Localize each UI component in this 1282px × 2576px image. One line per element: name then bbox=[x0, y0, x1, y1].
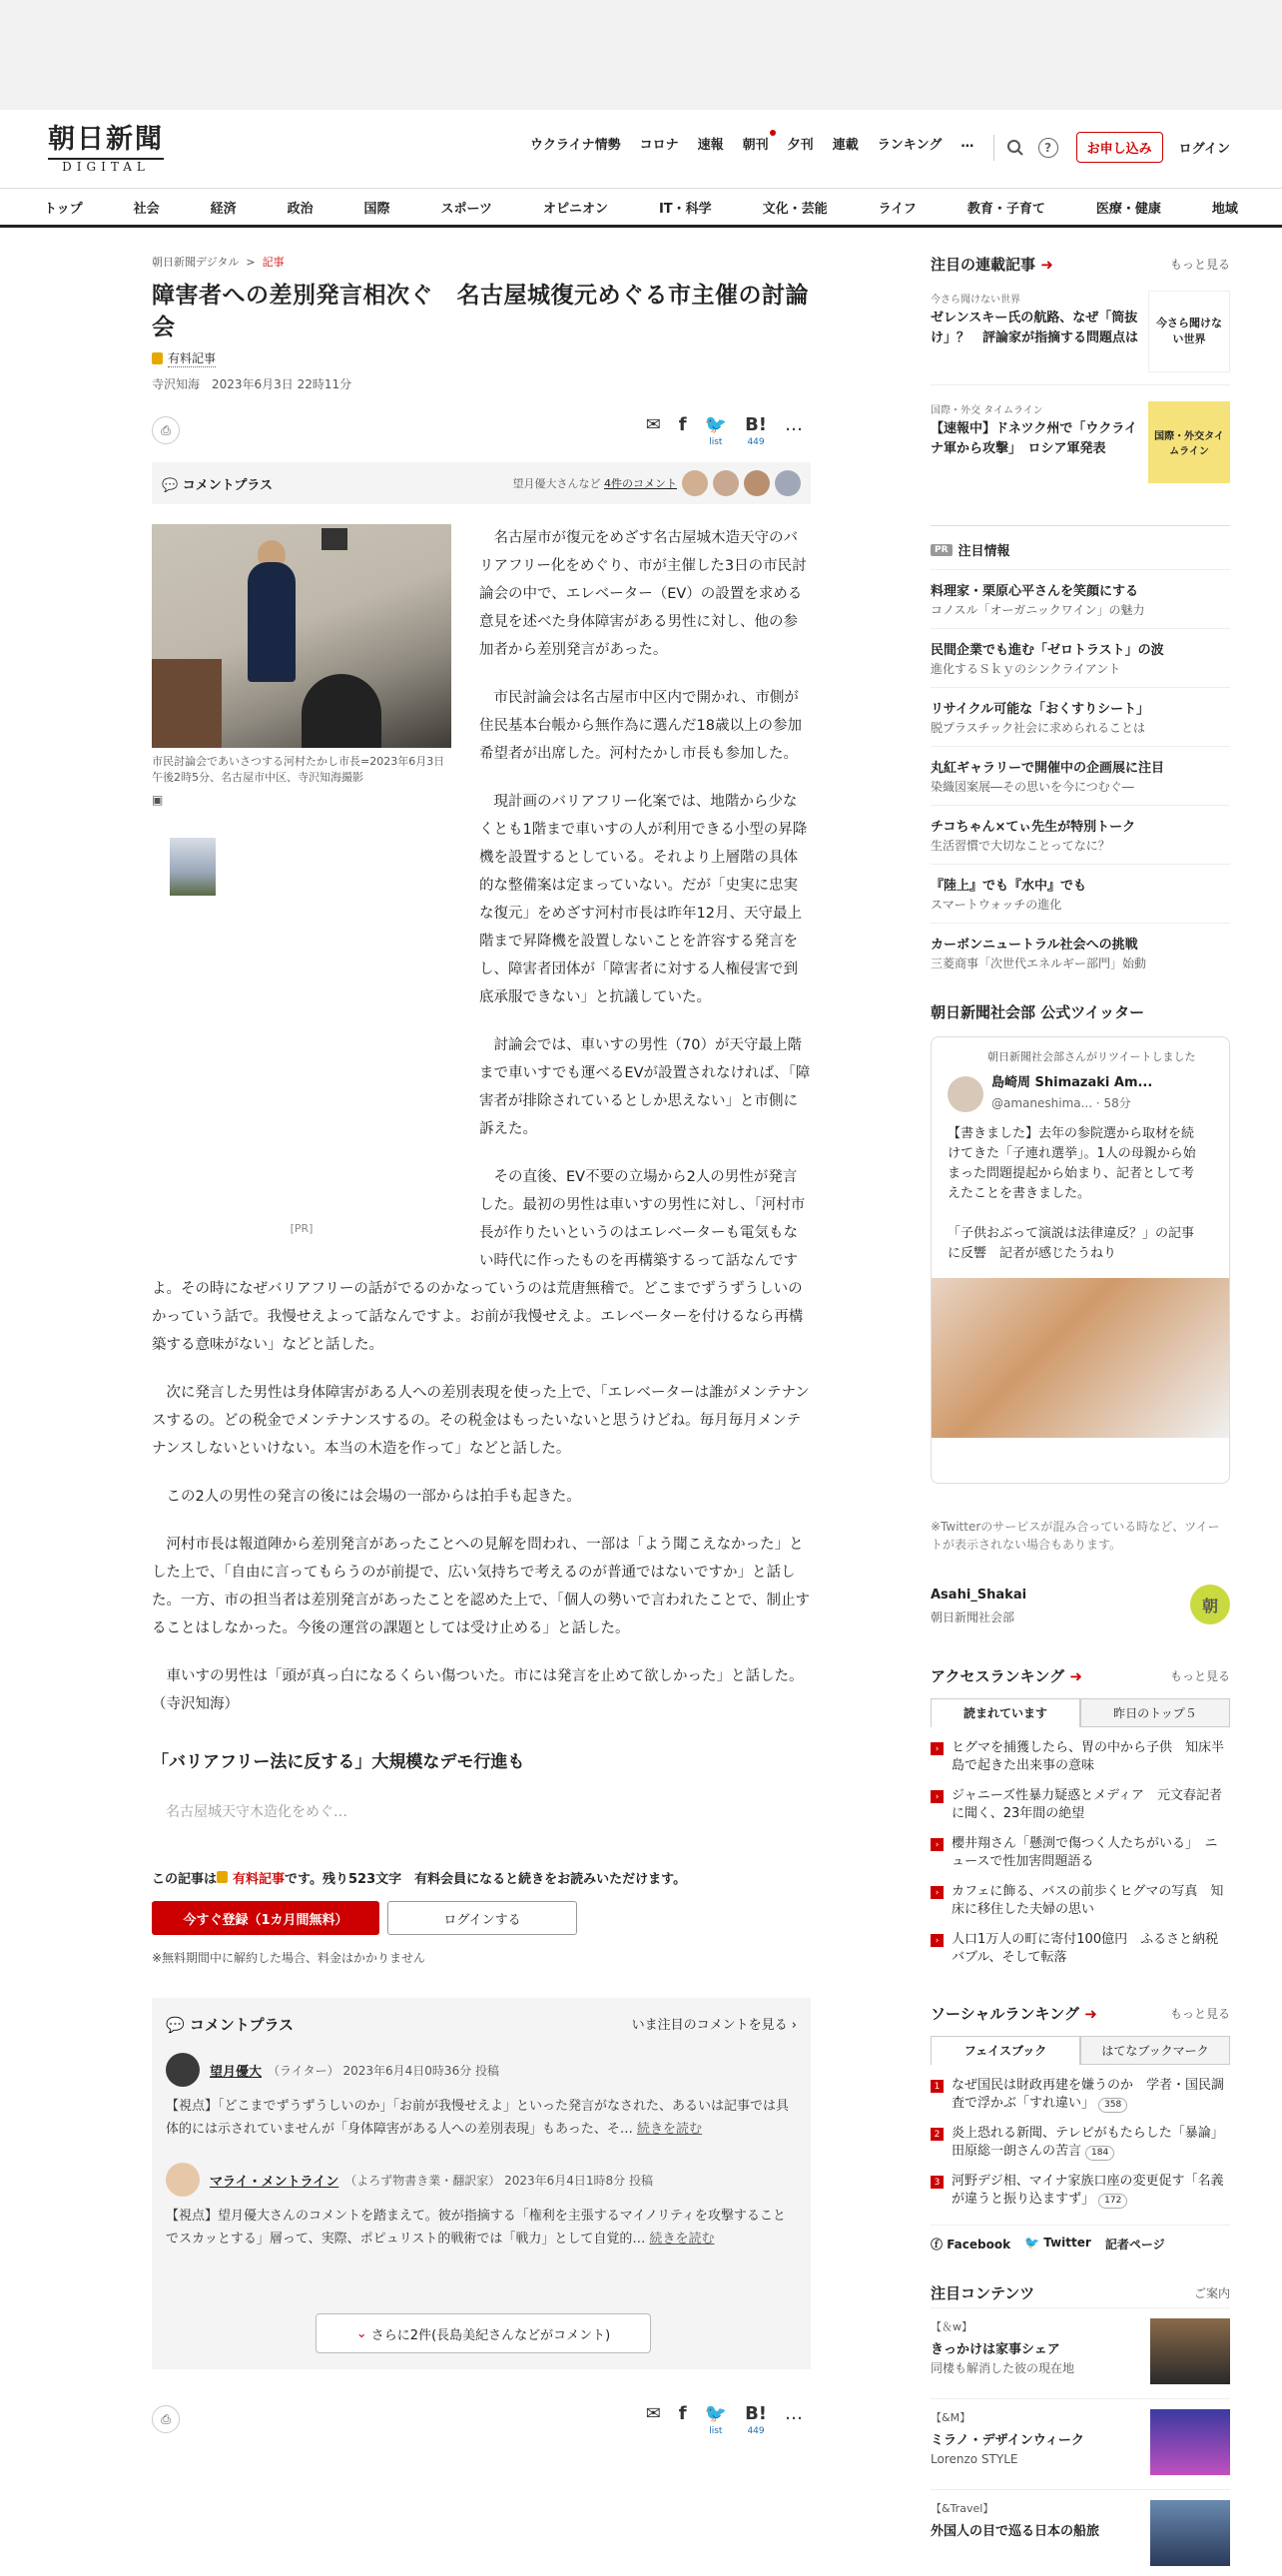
notice-item[interactable]: 『陸上』でも『水中』でも スマートウォッチの進化 bbox=[931, 864, 1230, 923]
reporter-page-link[interactable]: 記者ページ bbox=[1104, 2238, 1165, 2252]
content-item[interactable]: 【&Travel】 外国人の目で巡る日本の船旅 bbox=[931, 2489, 1230, 2576]
gnav-opinion[interactable]: オピニオン bbox=[542, 201, 608, 217]
social-ranking: ソーシャルランキング ➜ もっと見る フェイスブック はてなブックマーク 1 なぜ国民は財政再建を嫌うのか 学者・国民調査で浮かぶ「すれ違い」 358 2 炎上恐れる新聞、テレビがもたらした「暴論」 田原総一朗さんの苦言 184 3 河野デジ相、マイナ家族口座の変更促す「名義が違うと振り込ますず」 172 ⓕ Facebook 🐦 Twitter 記者ページ bbox=[931, 2005, 1231, 2252]
comment-lead: 望月優大さんなど bbox=[512, 477, 601, 490]
gnav-medical[interactable]: 医療・健康 bbox=[1095, 201, 1161, 217]
featured-item[interactable]: 国際・外交 タイムライン 【速報中】ドネツク州で「ウクライナ軍から攻撃」 ロシア軍発表 国際・外交タイムライン bbox=[931, 401, 1230, 495]
comment-plus-section bbox=[152, 1998, 811, 2369]
paragraph: 名古屋市が復元をめざす名古屋城木造天守のバリアフリー化をめぐり、市が主催した3日の市民討論会の中で、エレベーター（EV）の設置を求める意見を述べた身体障害がある男性に対し、他の参加者から差別発言があった。 bbox=[479, 530, 807, 658]
avatar bbox=[775, 470, 801, 496]
notice-list bbox=[931, 569, 1230, 981]
notice-header: PR 注目情報 bbox=[931, 525, 1230, 559]
tab-hatena[interactable]: はてなブックマーク bbox=[1080, 2036, 1230, 2065]
login-link[interactable]: ログイン bbox=[1178, 142, 1230, 157]
ranking-item[interactable]: › カフェに飾る、バスの前歩くヒグマの写真 知床に移住した夫婦の思い bbox=[931, 1883, 1230, 1919]
content-item[interactable]: 【&M】 ミラノ・デザインウィーク Lorenzo STYLE bbox=[931, 2398, 1230, 2485]
print-icon[interactable]: ⎙ bbox=[152, 416, 180, 444]
ranking-item[interactable]: › ヒグマを捕獲したら、胃の中から子供 知床半島で起きた出来事の意味 bbox=[931, 1739, 1230, 1775]
nav-morning[interactable]: 朝刊 bbox=[743, 134, 769, 153]
gnav-education[interactable]: 教育・子育て bbox=[966, 201, 1045, 217]
see-comments-link[interactable]: いま注目のコメントを見る › bbox=[631, 2018, 797, 2033]
comment-count[interactable]: 4件のコメント bbox=[604, 477, 677, 490]
avatar bbox=[713, 470, 739, 496]
paragraph: 討論会では、車いすの男性（70）が天守最上階まで車いすでも運べるEVが設置されなければ、「障害者が排除されているとしか思えない」と市側に訴えた。 bbox=[479, 1037, 811, 1137]
avatar bbox=[948, 1076, 983, 1112]
register-button[interactable]: 今すぐ登録（1カ月間無料） bbox=[152, 1901, 379, 1935]
featured-more[interactable]: もっと見る bbox=[1169, 258, 1230, 272]
gnav-top[interactable]: トップ bbox=[44, 201, 83, 217]
content-thumbnail bbox=[1150, 2500, 1230, 2566]
ranking-item[interactable]: › ジャニーズ性暴力疑惑とメディア 元文春記者に聞く、23年間の絶望 bbox=[931, 1787, 1230, 1823]
pr-label: [PR] bbox=[290, 1222, 314, 1235]
paragraph: 次に発言した男性は身体障害がある人への差別表現を使った上で、「エレベーターは誰がメンテナンスするの。どの税金でメンテナンスするの。その税金はもったいないと思うけどね。毎月毎月メンテナンスしないといけない。本当の木造を作って」などと話した。 bbox=[152, 1385, 810, 1457]
notice-item[interactable]: 料理家・栗原心平さんを笑顔にする コノスル「オーガニックワイン」の魅力 bbox=[931, 569, 1230, 628]
paragraph: 現計画のバリアフリー化案では、地階から少なくとも1階まで車いすの人が利用できる小型の昇降機を設置するとしている。それより上層階の具体的な整備案は定まっていない。だが「史実に忠実な復元」をめざす河村市長は昨年12月、天守最上階まで昇降機を設置しないことを許容する発言をし、障害者団体が「障害者に対する人権侵害で到底承服できない」と抗議していた。 bbox=[479, 794, 808, 1005]
genre-nav bbox=[0, 188, 1282, 228]
divider bbox=[993, 135, 994, 161]
twitter-share[interactable]: 🐦 list bbox=[704, 413, 728, 447]
paywall-note: ※無料期間中に解約した場合、料金はかかりません bbox=[152, 1951, 426, 1965]
tweet-image[interactable] bbox=[932, 1278, 1229, 1438]
ranking-item[interactable]: 2 炎上恐れる新聞、テレビがもたらした「暴論」 田原総一朗さんの苦言 184 bbox=[931, 2125, 1230, 2161]
comment-plus-label: 💬 コメントプラス bbox=[162, 477, 273, 493]
gnav-it-science[interactable]: IT・科学 bbox=[658, 201, 712, 217]
nav-evening[interactable]: 夕刊 bbox=[787, 138, 814, 153]
notice-item[interactable]: カーボンニュートラル社会への挑戦 三菱商事「次世代エネルギー部門」始動 bbox=[931, 923, 1230, 981]
ranking-item[interactable]: 3 河野デジ相、マイナ家族口座の変更促す「名義が違うと振り込ますず」 172 bbox=[931, 2173, 1230, 2209]
twitter-note: ※Twitterのサービスが混み合っている時など、ツイートが表示されない場合もあります。 bbox=[931, 1520, 1220, 1552]
gnav-economy[interactable]: 経済 bbox=[210, 201, 237, 217]
content-item[interactable]: 【＆w】 きっかけは家事シェア 同棲も解消した彼の現在地 bbox=[931, 2307, 1230, 2394]
notice-item[interactable]: リサイクル可能な「おくすりシート」 脱プラスチック社会に求められることは bbox=[931, 687, 1230, 746]
commenter-name[interactable]: 望月優大 bbox=[210, 2064, 263, 2080]
mail-icon[interactable]: ✉ bbox=[645, 2402, 661, 2424]
featured-contents: 注目コンテンツ ご案内 【＆w】 きっかけは家事シェア 同棲も解消した彼の現在地 【&M】 ミラノ・デザインウィーク Lorenzo STYLE 【&Travel】 外国人の目で巡る日本の船旅 bbox=[931, 2282, 1230, 2576]
logo[interactable]: 朝日新聞 DIGITAL bbox=[48, 124, 164, 174]
avatar bbox=[166, 2053, 200, 2087]
login-button[interactable]: ログインする bbox=[387, 1901, 577, 1935]
subheading: 「バリアフリー法に反する」大規模なデモ行進も bbox=[152, 1752, 525, 1772]
notice-item[interactable]: チコちゃん×てぃ先生が特別トーク 生活習慣で大切なことってなに？ bbox=[931, 805, 1230, 864]
gnav-sports[interactable]: スポーツ bbox=[440, 201, 493, 217]
comment: マライ・メントライン （よろず物書き業・翻訳家） 2023年6月4日1時8分 投稿 【視点】望月優大さんのコメントを踏まえて。彼が指摘する「権利を主張するマイノリティを攻撃することでスカッとする」層って、実際、ポピュリスト的戦術では「戦力」として自覚的… 続きを読む bbox=[166, 2163, 797, 2251]
article-title: 障害者への差別発言相次ぐ 名古屋城復元めぐる市主催の討論会 bbox=[152, 283, 809, 340]
twitter-icon: 🐦 bbox=[704, 413, 728, 435]
chevron-down-icon: ⌄ bbox=[355, 2325, 371, 2341]
paywall bbox=[152, 1868, 811, 1966]
lock-icon bbox=[152, 352, 163, 364]
gnav-society[interactable]: 社会 bbox=[133, 201, 160, 217]
main-photo[interactable] bbox=[152, 524, 451, 748]
paragraph: 車いすの男性は「頭が真っ白になるくらい傷ついた。市には発言を止めて欲しかった」と話した。（寺沢知海） bbox=[152, 1668, 804, 1712]
top-ad-banner bbox=[0, 0, 1282, 110]
tab-facebook[interactable]: フェイスブック bbox=[931, 2036, 1080, 2065]
featured-thumbnail: 今さら聞けない世界 bbox=[1148, 291, 1230, 372]
tab-most-read[interactable]: 読まれています bbox=[931, 1698, 1080, 1727]
mail-icon[interactable]: ✉ bbox=[645, 413, 661, 435]
gnav-culture[interactable]: 文化・芸能 bbox=[762, 201, 828, 217]
print-icon[interactable]: ⎙ bbox=[152, 2405, 180, 2433]
more-share-icon[interactable]: … bbox=[785, 2402, 803, 2424]
hatena-icon: B! bbox=[745, 413, 767, 435]
help-icon[interactable]: ? bbox=[1038, 138, 1058, 158]
paragraph: この2人の男性の発言の後には会場の一部からは拍手も起きた。 bbox=[166, 1489, 581, 1505]
subscribe-button[interactable]: お申し込み bbox=[1076, 132, 1163, 163]
breadcrumb-current[interactable]: 記事 bbox=[262, 256, 285, 269]
gnav-politics[interactable]: 政治 bbox=[287, 201, 314, 217]
content-thumbnail bbox=[1150, 2318, 1230, 2384]
notice-item[interactable]: 民間企業でも進む「ゼロトラスト」の波 進化するＳｋｙのシンクライアント bbox=[931, 628, 1230, 687]
nav-breaking[interactable]: 速報 bbox=[697, 138, 724, 153]
paragraph: その直後、EV不要の立場から2人の男性が発言した。最初の男性は車いすの男性に対し、「河村市長が作りたいというのはエレベーターも電気もない時代に作ったものを再構築するって話なんですよ。その時になぜバリアフリーの話がでるのかなっていうのは荒唐無稽で。どこまでずうずうしいのかっていう話で。我慢せえよって話なんですよ。お前が我慢せえよ。エレベーターを付けるなら再構築する意味がない」などと話した。 bbox=[152, 1169, 806, 1353]
more-icon[interactable]: … bbox=[961, 136, 974, 151]
main-column bbox=[152, 254, 811, 2439]
more-share-icon[interactable]: … bbox=[785, 413, 803, 435]
hatena-share[interactable]: B! 449 bbox=[745, 413, 767, 447]
featured-item[interactable]: 今さら聞けない世界 ゼレンスキー氏の航路、なぜ「筒抜け」？ 評論家が指摘する問題点は 今さら聞けない世界 bbox=[931, 291, 1230, 385]
gnav-life[interactable]: ライフ bbox=[878, 201, 917, 217]
ranking-item[interactable]: › 櫻井翔さん「懸渕で傷つく人たちがいる」 ニュースで性加害問題語る bbox=[931, 1835, 1230, 1871]
twitter-share[interactable]: 🐦 list bbox=[704, 2402, 728, 2436]
paid-badge[interactable]: 有料記事 bbox=[152, 349, 811, 367]
featured-thumbnail: 国際・外交タイムライン bbox=[1148, 401, 1230, 483]
site-header bbox=[0, 110, 1282, 188]
gnav-region[interactable]: 地域 bbox=[1211, 201, 1238, 217]
share-bar-bottom bbox=[152, 2399, 811, 2439]
hatena-share[interactable]: B! 449 bbox=[745, 2402, 767, 2436]
hatena-icon: B! bbox=[745, 2402, 767, 2424]
commenter-name[interactable]: マライ・メントライン bbox=[210, 2174, 339, 2190]
social-more[interactable]: もっと見る bbox=[1169, 2007, 1230, 2021]
twitter-link[interactable]: 🐦 Twitter bbox=[1024, 2236, 1091, 2250]
paragraph: 河村市長は報道陣から差別発言があったことへの見解を問われ、一部は「よう聞こえなかった」とした上で、「自由に言ってもらうのが前提で、広い気持ちで考えるのが普通ではないですか」と話した。一方、市の担当者は差別発言があったことを認めた上で、「個人の勢いで言われたことで、制止することはしなかった。今後の運営の課題としては受け止める」と話した。 bbox=[152, 1537, 811, 1636]
twitter-account[interactable]: Asahi_Shakai 朝日新聞社会部 朝 bbox=[931, 1584, 1230, 1625]
avatar bbox=[744, 470, 770, 496]
new-dot bbox=[770, 130, 776, 136]
photo-thumbnail[interactable] bbox=[170, 838, 216, 896]
ranking-item[interactable]: 1 なぜ国民は財政再建を嫌うのか 学者・国民調査で浮かぶ「すれ違い」 358 bbox=[931, 2077, 1230, 2113]
nav-series[interactable]: 連載 bbox=[832, 138, 859, 153]
featured-title: 注目の連載記事 ➜ bbox=[931, 256, 1053, 274]
article-body bbox=[152, 524, 811, 1826]
gnav-international[interactable]: 国際 bbox=[363, 201, 390, 217]
content-thumbnail bbox=[1150, 2409, 1230, 2475]
top-nav bbox=[530, 134, 992, 153]
asahi-badge: 朝 bbox=[1190, 1585, 1230, 1624]
twitter-section-title: 朝日新聞社会部 公式ツイッター bbox=[931, 1003, 1145, 1021]
contents-guide[interactable]: ご案内 bbox=[1193, 2286, 1230, 2300]
photo-caption: 市民討論会であいさつする河村たかし市長=2023年6月3日午後2時5分、名古屋市中区、寺沢知海撮影 bbox=[152, 755, 445, 784]
avatar bbox=[166, 2163, 200, 2197]
access-ranking: アクセスランキング ➜ もっと見る 読まれています 昨日のトップ５ › ヒグマを捕獲したら、胃の中から子供 知床半島で起きた出来事の意味 › ジャニーズ性暴力疑惑とメディア 元文春記者に聞く、23年間の絶望 › 櫻井翔さん「懸渕で傷つく人たちがいる」 ニュースで性加害問題語る › カフェに飾る、バスの前歩くヒグマの写真 知床に移住した夫婦の思い › 人口1万人の町に寄付100億円 ふるさと納税バブル、そして転落 bbox=[931, 1667, 1230, 1965]
more-comments-button[interactable]: ⌄ さらに2件(長島美紀さんなどがコメント) bbox=[316, 2313, 651, 2353]
read-more-link[interactable]: 続きを読む bbox=[637, 2122, 703, 2137]
gallery-icon[interactable]: ▣ bbox=[152, 793, 164, 807]
nav-ranking[interactable]: ランキング bbox=[877, 138, 943, 153]
read-more-link[interactable]: 続きを読む bbox=[649, 2232, 715, 2247]
share-bar bbox=[152, 410, 811, 450]
facebook-icon[interactable]: f bbox=[678, 413, 687, 435]
breadcrumb-home[interactable]: 朝日新聞デジタル bbox=[152, 256, 240, 269]
tweet-body: 【書きました】去年の参院選から取材を続けてきた「子連れ選挙」。1人の母親から始まった問題提起から始まり、記者として考えたことを書きました。 「子供おぶって演説は法律違反？」の記事に反響 記者が感じたうねり bbox=[948, 1126, 1196, 1261]
facebook-icon[interactable]: f bbox=[678, 2402, 687, 2424]
nav-ukraine[interactable]: ウクライナ情勢 bbox=[530, 138, 621, 153]
faded-text: 名古屋城天守木造化をめぐ… bbox=[166, 1804, 347, 1820]
paywall-message: この記事は 有料記事です。残り523文字 有料会員になると続きをお読みいただけます。 bbox=[152, 1872, 687, 1887]
breadcrumb-sep: > bbox=[242, 256, 260, 269]
tab-yesterday-top5[interactable]: 昨日のトップ５ bbox=[1080, 1698, 1230, 1727]
ranking-item[interactable]: › 人口1万人の町に寄付100億円 ふるさと納税バブル、そして転落 bbox=[931, 1931, 1230, 1967]
article-figure bbox=[152, 524, 451, 1243]
avatar bbox=[682, 470, 708, 496]
nav-corona[interactable]: コロナ bbox=[639, 138, 679, 153]
byline: 寺沢知海 2023年6月3日 22時11分 bbox=[152, 377, 352, 391]
comment: 望月優大 （ライター） 2023年6月4日0時36分 投稿 【視点】「どこまでずうずうしいのか」「お前が我慢せえよ」といった発言がなされた、あるいは記事では具体的には示されていませんが「身体障害がある人への差別表現」もあった、そ… 続きを読む bbox=[166, 2053, 797, 2141]
tweet-card[interactable]: 朝日新聞社会部さんがリツイートしました 島崎周 Shimazaki Am... @amaneshima... · 58分 【書きました】去年の参院選から取材を続けてきた「子連れ選挙」。1人の母親から始まった問題提起から始まり、記者として考えたことを書きました。 「子供おぶって演説は法律違反？」の記事に反響 記者が感じたうねり bbox=[931, 1036, 1230, 1484]
retweet-note: 朝日新聞社会部さんがリツイートしました bbox=[987, 1050, 1196, 1063]
search-icon[interactable] bbox=[1006, 139, 1024, 157]
facebook-link[interactable]: ⓕ Facebook bbox=[931, 2238, 1011, 2252]
comment-plus-title: 💬 コメントプラス bbox=[166, 2016, 295, 2034]
sidebar bbox=[931, 254, 1230, 2576]
access-more[interactable]: もっと見る bbox=[1169, 1669, 1230, 1683]
lock-icon bbox=[217, 1871, 228, 1883]
header-actions bbox=[981, 132, 1230, 163]
breadcrumb bbox=[152, 254, 811, 270]
notice-item[interactable]: 丸紅ギャラリーで開催中の企画展に注目 染織図案展―その思いを今につむぐ― bbox=[931, 746, 1230, 805]
twitter-icon: 🐦 bbox=[704, 2402, 728, 2424]
paragraph: 市民討論会は名古屋市中区内で開かれ、市側が住民基本台帳から無作為に選んだ18歳以上の参加希望者が出席した。河村たかし市長も参加した。 bbox=[479, 690, 802, 762]
comment-plus-bar[interactable] bbox=[152, 462, 811, 504]
